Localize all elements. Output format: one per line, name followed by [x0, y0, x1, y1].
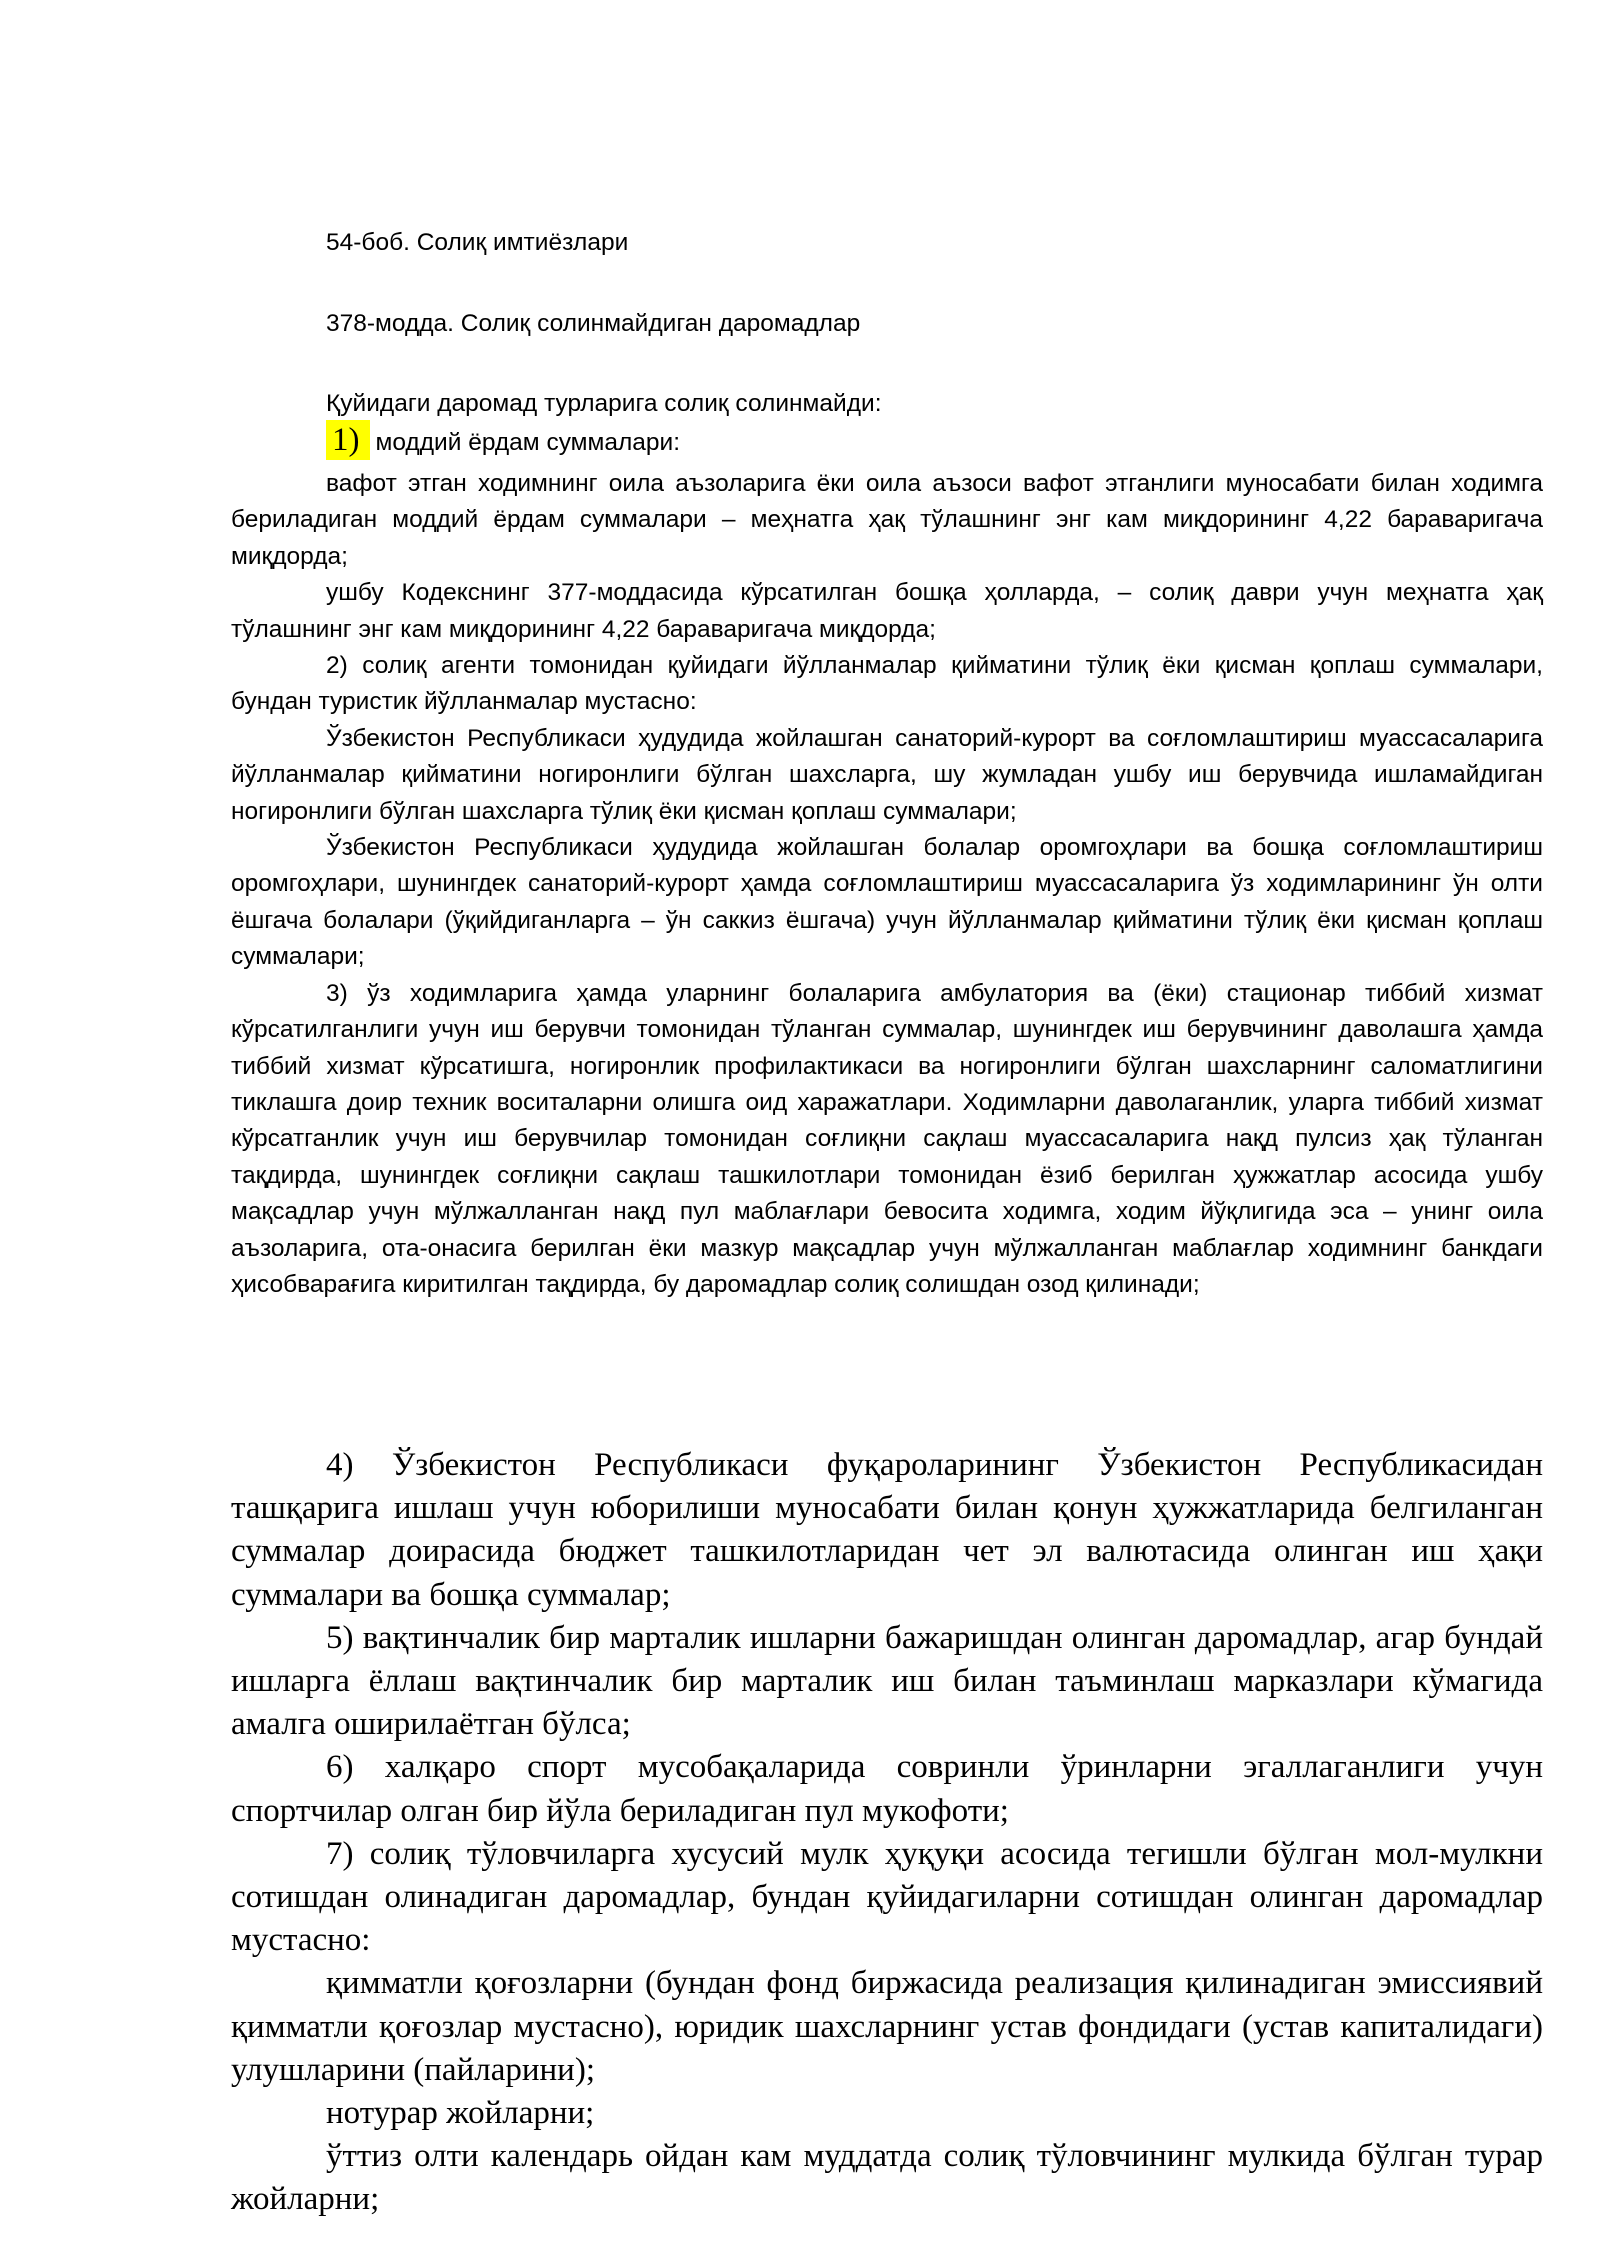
paragraph-item-4: 4) Ўзбекистон Республикаси фуқароларининг Ўзбекистон Республикасидан ташқарига ишлаш учун юборилиши муносабати билан қонун ҳужжатларида белгиланган суммалар доирасида бюджет ташкилотларидан чет эл валютасида олинган иш ҳақи суммалари ва бошқа суммалар; [231, 1447, 1543, 1613]
paragraphs-serif-section [231, 1444, 1543, 2222]
paragraph-death-assistance: вафот этган ходимнинг оила аъзоларига ёки оила аъзоси вафот этганлиги муносабати билан ходимга бериладиган моддий ёрдам суммалари – меҳнатга ҳақ тўлашнинг энг кам миқдорининг 4,22 бараваригача миқдорда; [231, 470, 1543, 570]
paragraph-children-camps: Ўзбекистон Республикаси ҳудудида жойлашган болалар оромгоҳлари ва бошқа соғломлаштириш оромгоҳлари, шунингдек санаторий-курорт ҳамда соғломлаштириш муассасаларига ўз ходимларининг ўн олти ёшгача болалари (ўқийдиганларга – ўн саккиз ёшгача) учун йўлланмалар қийматини тўлиқ ёки қисман қоплаш суммалари; [231, 834, 1543, 971]
paragraphs-sans-section [231, 466, 1543, 1303]
paragraph-non-residential: нотурар жойларни; [326, 2095, 595, 2132]
paragraph-item-7: 7) солиқ тўловчиларга хусусий мулк ҳуқуқи асосида тегишли бўлган мол-мулкни сотишдан олинадиган даромадлар, бундан қуйидагиларни сотишдан олинган даромадлар мустасно: [231, 1835, 1543, 1959]
paragraph-item-6: 6) халқаро спорт мусобақаларида совринли ўринларни эгаллаганлиги учун спортчилар олган бир йўла бериладиган пул мукофоти; [231, 1749, 1543, 1829]
chapter-heading: 54-боб. Солиқ имтиёзлари [326, 229, 629, 256]
paragraph-item-3: 3) ўз ходимларига ҳамда уларнинг болаларига амбулатория ва (ёки) стационар тиббий хизмат кўрсатилганлиги учун иш берувчи томонидан тўланган суммалар, шунингдек иш берувчининг даволашга ҳамда тиббий хизмат кўрсатишга, ногиронлик профилактикаси ва ногиронлиги бўлган шахсларнинг саломатлигини тиклашга доир техник воситаларни олишга оид харажатлари. Ходимларни даволаганлик, уларга тиббий хизмат кўрсатганлик учун иш берувчилар томонидан соғлиқни сақлаш муассасаларига нақд пулсиз ҳақ тўланган тақдирда, шунингдек соғлиқни сақлаш ташкилотлари томонидан ёзиб берилган ҳужжатлар асосида ушбу мақсадлар учун мўлжалланган нақд пул маблағлари бевосита ходимга, ходим йўқлигида эса – унинг оила аъзоларига, ота-онасига берилган ёки мазкур мақсадлар учун мўлжалланган маблағлар ходимнинг банкдаги ҳисобварағига киритилган тақдирда, бу даромадлар солиқ солишдан озод қилинади; [231, 979, 1543, 1298]
item-1-number-highlighted: 1) [326, 420, 370, 460]
item-1-line [326, 420, 680, 461]
article-heading: 378-модда. Солиқ солинмайдиган даромадлар [326, 310, 861, 337]
paragraph-other-cases: ушбу Кодекснинг 377-моддасида кўрсатилган бошқа ҳолларда, – солиқ даври учун меҳнатга ҳақ тўлашнинг энг кам миқдорининг 4,22 бараваригача миқдорда; [231, 579, 1543, 643]
intro-line: Қуйидаги даромад турларига солиқ солинмайди: [326, 390, 882, 417]
paragraph-securities: қимматли қоғозларни (бундан фонд биржасида реализация қилинадиган эмиссиявий қимматли қоғозлар мустасно), юридик шахсларнинг устав фондидаги (устав капиталидаги) улушларини (пайларини); [231, 1965, 1543, 2088]
paragraph-item-5: 5) вақтинчалик бир марталик ишларни бажаришдан олинган даромадлар, агар бундай ишларга ёллаш вақтинчалик бир марталик иш билан таъминлаш марказлари кўмагида амалга оширилаётган бўлса; [231, 1619, 1543, 1743]
paragraph-sanatorium-disabled: Ўзбекистон Республикаси ҳудудида жойлашган санаторий-курорт ва соғломлаштириш муассасаларига йўлланмалар қийматини ногиронлиги бўлган шахсларга, шу жумладан ушбу иш берувчида ишламайдиган ногиронлиги бўлган шахсларга тўлиқ ёки қисман қоплаш суммалари; [231, 724, 1543, 825]
item-1-text: моддий ёрдам суммалари: [375, 429, 681, 456]
paragraph-item-2: 2) солиқ агенти томонидан қуйидаги йўлланмалар қийматини тўлиқ ёки қисман қоплаш суммалари, бундан туристик йўлланмалар мустасно: [231, 652, 1543, 716]
paragraph-residential: ўттиз олти календарь ойдан кам муддатда солиқ тўловчининг мулкида бўлган турар жойларни; [231, 2138, 1543, 2218]
